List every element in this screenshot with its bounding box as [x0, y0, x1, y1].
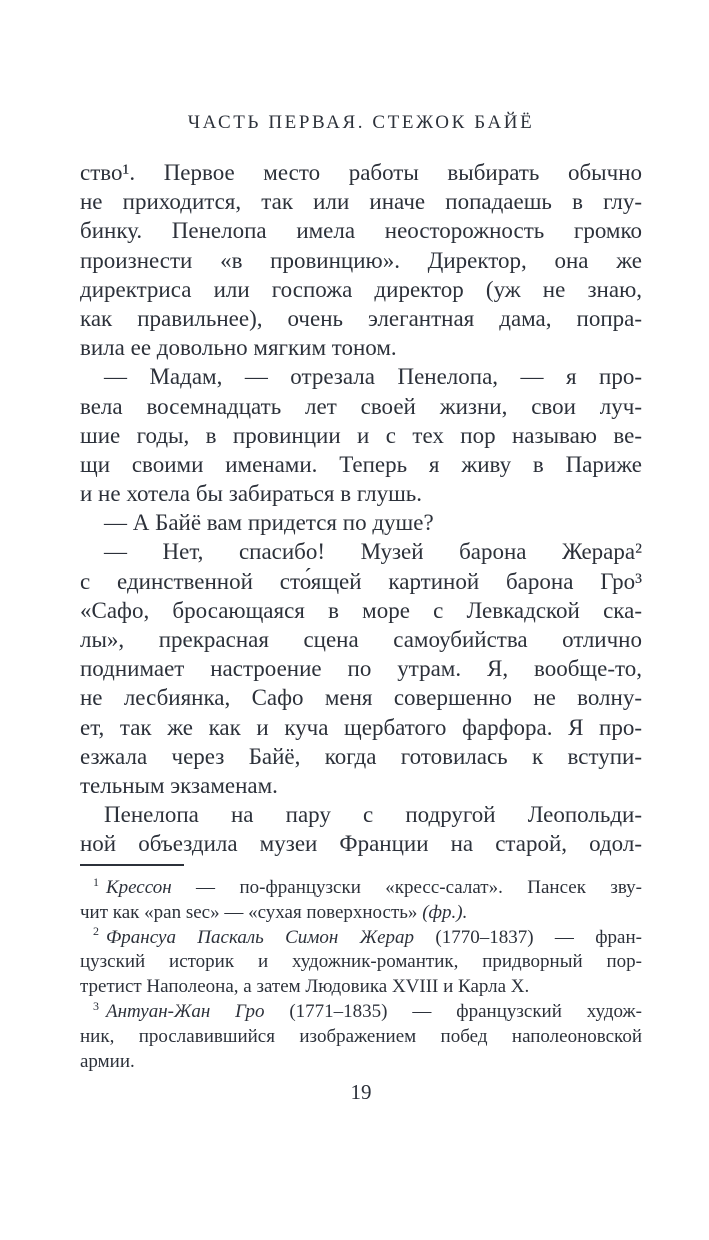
page-number: 19 [350, 1080, 372, 1104]
body-line: бинку. Пенелопа имела неосторожность громко [80, 218, 642, 244]
footnote [80, 876, 642, 926]
body-line: не лесбиянка, Сафо меня совершенно не волну- [80, 685, 642, 711]
footnote-text: (1770–1837) — фран- [414, 926, 642, 948]
footnote-text: (1771–1835) — французский худож- [264, 1000, 642, 1022]
body-line: — Нет, спасибо! Музей барона Жерара² [104, 539, 642, 565]
footnote-text: третист Наполеона, а затем Людовика XVIII и Карла X. [80, 976, 530, 998]
body-line: тельным экзаменам. [80, 772, 278, 798]
body-line: лы», прекрасная сцена самоубийства отлично [80, 627, 642, 652]
body-line: — Мадам, — отрезала Пенелопа, — я про- [104, 364, 642, 390]
footnote-line [80, 950, 642, 975]
body-line: поднимает настроение по утрам. Я, вообще-то, [80, 656, 642, 682]
footnote-line [80, 926, 642, 951]
footnote-lang-note: (фр.). [422, 901, 468, 923]
footnote-term: Франсуа Паскаль Симон Жерар [106, 926, 415, 948]
footnote-text: ник, прославившийся изображением побед наполеоновской [80, 1025, 642, 1047]
body-line: произнести «в провинцию». Директор, она же [80, 247, 642, 273]
footnote-line [80, 1025, 642, 1050]
body-line: щи своими именами. Теперь я живу в Париже [80, 451, 642, 477]
body-line: ет, так же как и куча щербатого фарфора. Я про- [80, 714, 642, 740]
footnote-text: цузский историк и художник-романтик, придворный пор- [80, 951, 642, 973]
footnote-text: — по-французски «кресс-салат». Пансек зву- [171, 877, 642, 898]
body-line: шие годы, в провинции и с тех пор называю ве- [80, 422, 642, 448]
running-head: ЧАСТЬ ПЕРВАЯ. СТЕЖОК БАЙЁ [187, 112, 535, 133]
footnote [80, 1000, 642, 1074]
footnotes [80, 876, 642, 1074]
footnote-line [80, 1000, 642, 1025]
footnote [80, 926, 642, 1000]
footnote-marker: 1 [93, 874, 99, 889]
footnote-separator [80, 864, 184, 866]
body-text [80, 158, 642, 859]
body-line: как правильнее), очень элегантная дама, попра- [80, 305, 642, 331]
body-line: вела восемнадцать лет своей жизни, свои луч- [80, 393, 642, 419]
body-line: — А Байё вам придется по душе? [104, 510, 434, 536]
body-line: езжала через Байё, когда готовилась к вступи- [80, 743, 642, 769]
footnote-term: Антуан-Жан Гро [106, 1000, 265, 1022]
body-line: ство¹. Первое место работы выбирать обычно [80, 160, 642, 185]
footnote-line [80, 901, 642, 926]
footnote-line [80, 876, 642, 901]
body-line: с единственной сто́ящей картиной барона Гро³ [80, 568, 642, 594]
footnote-text: армии. [80, 1050, 135, 1072]
body-line: Пенелопа на пару с подругой Леопольди- [104, 802, 642, 828]
footnote-term: Крессон [106, 877, 172, 898]
body-line: не приходится, так или иначе попадаешь в глу- [80, 189, 642, 215]
body-line: ной объездила музеи Франции на старой, одол- [80, 831, 642, 857]
footnote-text: чит как «pan sec» — «сухая поверхность» [80, 901, 423, 923]
body-line: вила ее довольно мягким тоном. [80, 335, 397, 361]
body-line: «Сафо, бросающаяся в море с Левкадской ска- [80, 597, 642, 623]
footnote-line [80, 1050, 642, 1075]
body-line: и не хотела бы забираться в глушь. [80, 481, 423, 507]
footnote-line [80, 975, 642, 1000]
footnote-marker: 3 [93, 998, 99, 1013]
footnote-marker: 2 [93, 924, 99, 939]
body-line: директриса или госпожа директор (уж не знаю, [80, 276, 642, 302]
